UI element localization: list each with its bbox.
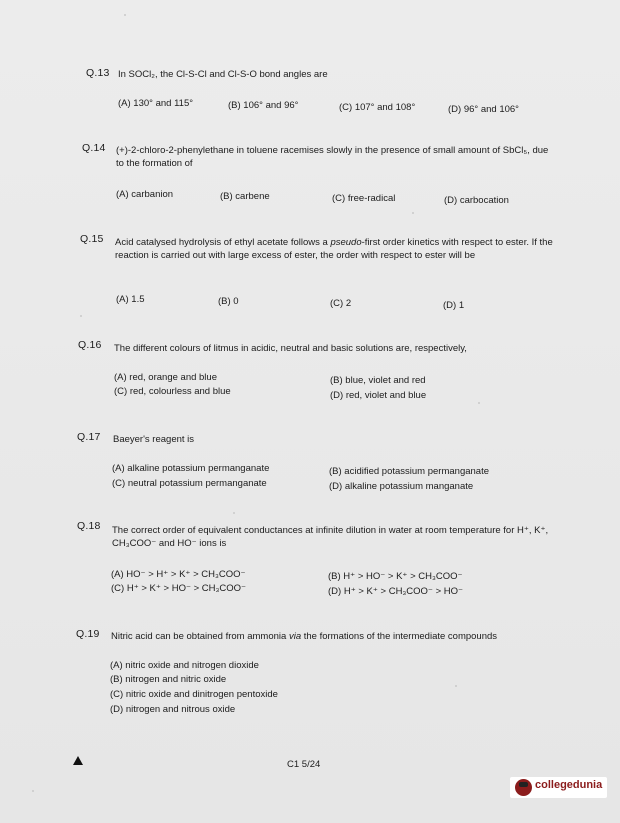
option-19-b: (B) nitrogen and nitric oxide bbox=[110, 674, 227, 685]
question-text-19: Nitric acid can be obtained from ammonia via the formations of the intermediate compounds bbox=[111, 631, 498, 642]
option-16-a: (A) red, orange and blue bbox=[114, 372, 217, 383]
question-number-19: Q.19 bbox=[76, 628, 100, 640]
option-18-b: (B) H⁺ > HO⁻ > K⁺ > CH₃COO⁻ bbox=[328, 571, 463, 582]
emphasis-via: via bbox=[288, 631, 302, 642]
option-18-a: (A) HO⁻ > H⁺ > K⁺ > CH₃COO⁻ bbox=[111, 569, 246, 580]
option-18-c: (C) H⁺ > K⁺ > HO⁻ > CH₃COO⁻ bbox=[111, 583, 247, 594]
option-17-d: (D) alkaline potassium manganate bbox=[329, 481, 474, 492]
collegedunia-logo bbox=[510, 777, 607, 798]
option-17-a: (A) alkaline potassium permanganate bbox=[112, 463, 270, 474]
question-number-14: Q.14 bbox=[82, 142, 106, 154]
question-number-15: Q.15 bbox=[80, 233, 104, 245]
question-text-14: (+)-2-chloro-2-phenylethane in toluene racemises slowly in the presence of small amount of SbCl₅, due to the formation of bbox=[116, 145, 549, 169]
option-13-c: (C) 107° and 108° bbox=[339, 102, 416, 113]
option-19-d: (D) nitrogen and nitrous oxide bbox=[110, 704, 236, 715]
question-text-15: Acid catalysed hydrolysis of ethyl acetate follows a pseudo-first order kinetics with respect to ester. If the reaction is carried out with large excess of ester, the order with respect to ester will be bbox=[115, 237, 553, 261]
question-number-13: Q.13 bbox=[86, 67, 110, 79]
option-13-b: (B) 106° and 96° bbox=[228, 100, 299, 111]
option-19-c: (C) nitric oxide and dinitrogen pentoxide bbox=[110, 689, 278, 700]
option-14-c: (C) free-radical bbox=[332, 193, 396, 204]
option-15-a: (A) 1.5 bbox=[116, 294, 145, 305]
option-13-d: (D) 96° and 106° bbox=[448, 104, 519, 115]
emphasis-pseudo: pseudo bbox=[330, 237, 362, 248]
option-15-b: (B) 0 bbox=[218, 296, 239, 307]
option-14-d: (D) carbocation bbox=[444, 195, 509, 206]
option-16-d: (D) red, violet and blue bbox=[330, 390, 427, 401]
question-number-16: Q.16 bbox=[78, 339, 102, 351]
triangle-up-icon bbox=[73, 756, 83, 765]
option-13-a: (A) 130° and 115° bbox=[118, 98, 194, 109]
option-19-a: (A) nitric oxide and nitrogen dioxide bbox=[110, 660, 259, 671]
question-number-18: Q.18 bbox=[77, 520, 101, 532]
question-text-16: The different colours of litmus in acidic, neutral and basic solutions are, respectively, bbox=[114, 343, 467, 354]
question-text-17: Baeyer's reagent is bbox=[113, 434, 195, 445]
option-16-b: (B) blue, violet and red bbox=[330, 375, 426, 386]
page-number: C1 5/24 bbox=[287, 759, 321, 770]
option-16-c: (C) red, colourless and blue bbox=[114, 386, 231, 397]
question-text-18: The correct order of equivalent conductances at infinite dilution in water at room temperature for H⁺, K⁺, CH₃COO⁻ and HO⁻ ions is bbox=[112, 525, 549, 549]
option-18-d: (D) H⁺ > K⁺ > CH₃COO⁻ > HO⁻ bbox=[328, 586, 464, 597]
option-14-a: (A) carbanion bbox=[116, 189, 174, 200]
option-15-c: (C) 2 bbox=[330, 298, 352, 309]
option-15-d: (D) 1 bbox=[443, 300, 465, 311]
question-text-13: In SOCl₂, the Cl-S-Cl and Cl-S-O bond angles are bbox=[118, 69, 328, 80]
collegedunia-graduate-icon bbox=[515, 779, 532, 796]
option-17-b: (B) acidified potassium permanganate bbox=[329, 466, 490, 477]
option-17-c: (C) neutral potassium permanganate bbox=[112, 478, 267, 489]
question-number-17: Q.17 bbox=[77, 431, 101, 443]
logo-text: collegedunia bbox=[535, 779, 603, 791]
option-14-b: (B) carbene bbox=[220, 191, 270, 202]
